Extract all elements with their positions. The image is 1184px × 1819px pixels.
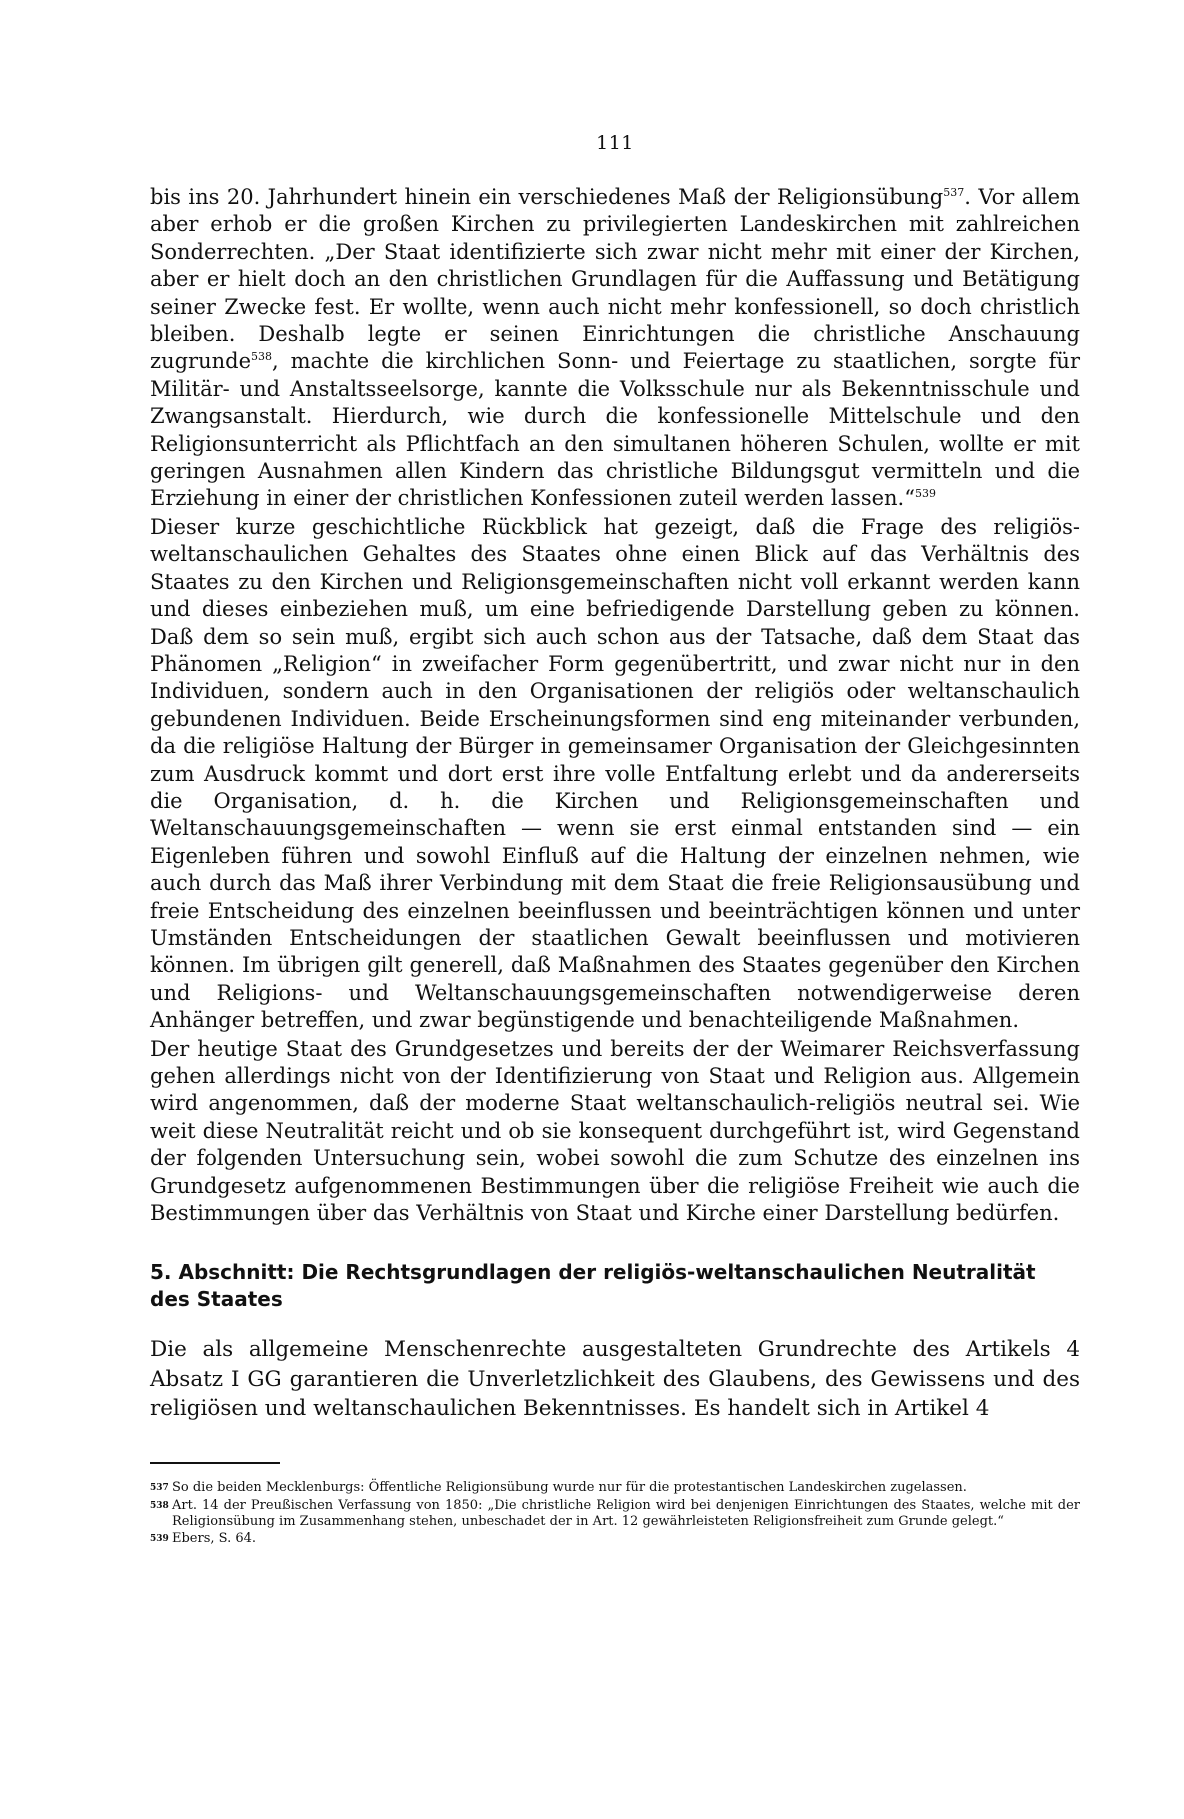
footnote-538 [150,1498,1080,1529]
footnote-text: Art. 14 der Preußischen Verfassung von 1850: „Die christliche Religion wird bei denjenigen Einrichtungen des Staates, welche mit der Religionsübung im Zusammenhang stehen, unbeschadet der in Art. 12 gewährleisteten Religionsfreiheit zum Grunde gelegt.“ [172,1498,1080,1529]
document-page [150,132,1080,1550]
text-run: , machte die kirchlichen Sonn- und Feiertage zu staatlichen, sorgte für Militär- und Anstaltsseelsorge, kannte die Volksschule nur als Bekenntnisschule und Zwangsanstalt. Hierdurch, wie durch die konfessionelle Mittelschule und den Religionsunterricht als Pflichtfach an den simultanen höheren Schulen, wollte er mit geringen Ausnahmen allen Kindern das christliche Bildungsgut vermitteln und die Erziehung in einer der christlichen Konfessionen zuteil werden lassen.“ [150,349,1080,511]
footnote-text: So die beiden Mecklenburgs: Öffentliche Religionsübung wurde nur für die protestantischen Landeskirchen zugelassen. [172,1479,967,1495]
text-run: Der heutige Staat des Grundgesetzes und bereits der der Weimarer Reichsverfassung gehen allerdings nicht von der Identifizierung von Staat und Religion aus. Allgemein wird angenommen, daß der moderne Staat weltanschaulich-religiös neutral sei. Wie weit diese Neutralität reicht und ob sie konsequent durchgeführt ist, wird Gegenstand der folgenden Untersuchung sein, wobei sowohl die zum Schutze des einzelnen ins Grundgesetz aufgenommenen Bestimmungen über die religiöse Freiheit wie auch die Bestimmungen über das Verhältnis von Staat und Kirche einer Darstellung bedürfen. [150,1036,1080,1226]
text-run: bis ins 20. Jahrhundert hinein ein verschiedenes Maß der Religionsübung [150,185,944,209]
text-run: Dieser kurze geschichtliche Rückblick hat gezeigt, daß die Frage des religiös-weltanschaulichen Gehaltes des Staates ohne einen Blick auf das Verhältnis des Staates zu den Kirchen und Religionsgemeinschaften nicht voll erkannt werden kann und dieses einbeziehen muß, um eine befriedigende Darstellung geben zu können. Daß dem so sein muß, ergibt sich auch schon aus der Tatsache, daß dem Staat das Phänomen „Religion“ in zweifacher Form gegenübertritt, und zwar nicht nur in den Individuen, sondern auch in den Organisationen der religiös oder weltanschaulich gebundenen Individuen. Beide Erscheinungsformen sind eng miteinander verbunden, da die religiöse Haltung der Bürger in gemeinsamer Organisation der Gleichgesinnten zum Ausdruck kommt und dort erst ihre volle Entfaltung erlebt und da andererseits die Organisation, d. h. die Kirchen und Religionsgemeinschaften und Weltanschauungsgemeinschaften — wenn sie erst einmal entstanden sind — ein Eigenleben führen und sowohl Einfluß auf die Haltung der einzelnen nehmen, wie auch durch das Maß ihrer Verbindung mit dem Staat die freie Religionsausübung und freie Entscheidung des einzelnen beeinflussen und beeinträchtigen können und unter Umständen Entscheidungen der staatlichen Gewalt beeinflussen und motivieren können. Im übrigen gilt generell, daß Maßnahmen des Staates gegenüber den Kirchen und Religions- und Weltanschauungsgemeinschaften notwendigerweise deren Anhänger betreffen, und zwar begünstigende und benachteiligende Maßnahmen. [150,514,1080,1033]
footnote-number: 537 [150,1482,169,1493]
text-run: . Vor allem aber erhob er die großen Kirchen zu privilegierten Landeskirchen mit zahlreichen Sonderrechten. „Der Staat identifizierte sich zwar nicht mehr mit einer der Kirchen, aber er hielt doch an den christlichen Grundlagen für die Auffassung und Betätigung seiner Zwecke fest. Er wollte, wenn auch nicht mehr konfessionell, so doch christlich bleiben. Deshalb legte er seinen Einrichtungen die christliche Anschauung zugrunde [150,185,1080,374]
footnotes [150,1480,1080,1548]
footnote-number: 539 [150,1534,169,1545]
footnote-ref-538[interactable]: 538 [251,350,272,364]
page-number: 111 [596,132,634,154]
body-text [150,184,1080,1227]
footnote-539 [150,1531,1080,1548]
footnote-ref-537[interactable]: 537 [943,186,965,199]
footnote-537 [150,1480,1080,1497]
paragraph [150,184,1080,513]
footnote-text: Ebers, S. 64. [172,1531,257,1547]
footnote-number: 538 [150,1501,169,1512]
footnote-divider [150,1462,280,1464]
paragraph [150,514,1080,1035]
footnote-ref-539[interactable]: 539 [914,487,936,501]
paragraph [150,1036,1080,1228]
section-heading: 5. Abschnitt: Die Rechtsgrundlagen der religiös-weltanschaulichen Neutralität des Staates [150,1260,1036,1312]
section-paragraph: Die als allgemeine Menschenrechte ausgestalteten Grundrechte des Artikels 4 Absatz I GG garantieren die Unverletzlichkeit des Glaubens, des Gewissens und des religiösen und weltanschaulichen Bekenntnisses. Es handelt sich in Artikel 4 [150,1337,1080,1422]
